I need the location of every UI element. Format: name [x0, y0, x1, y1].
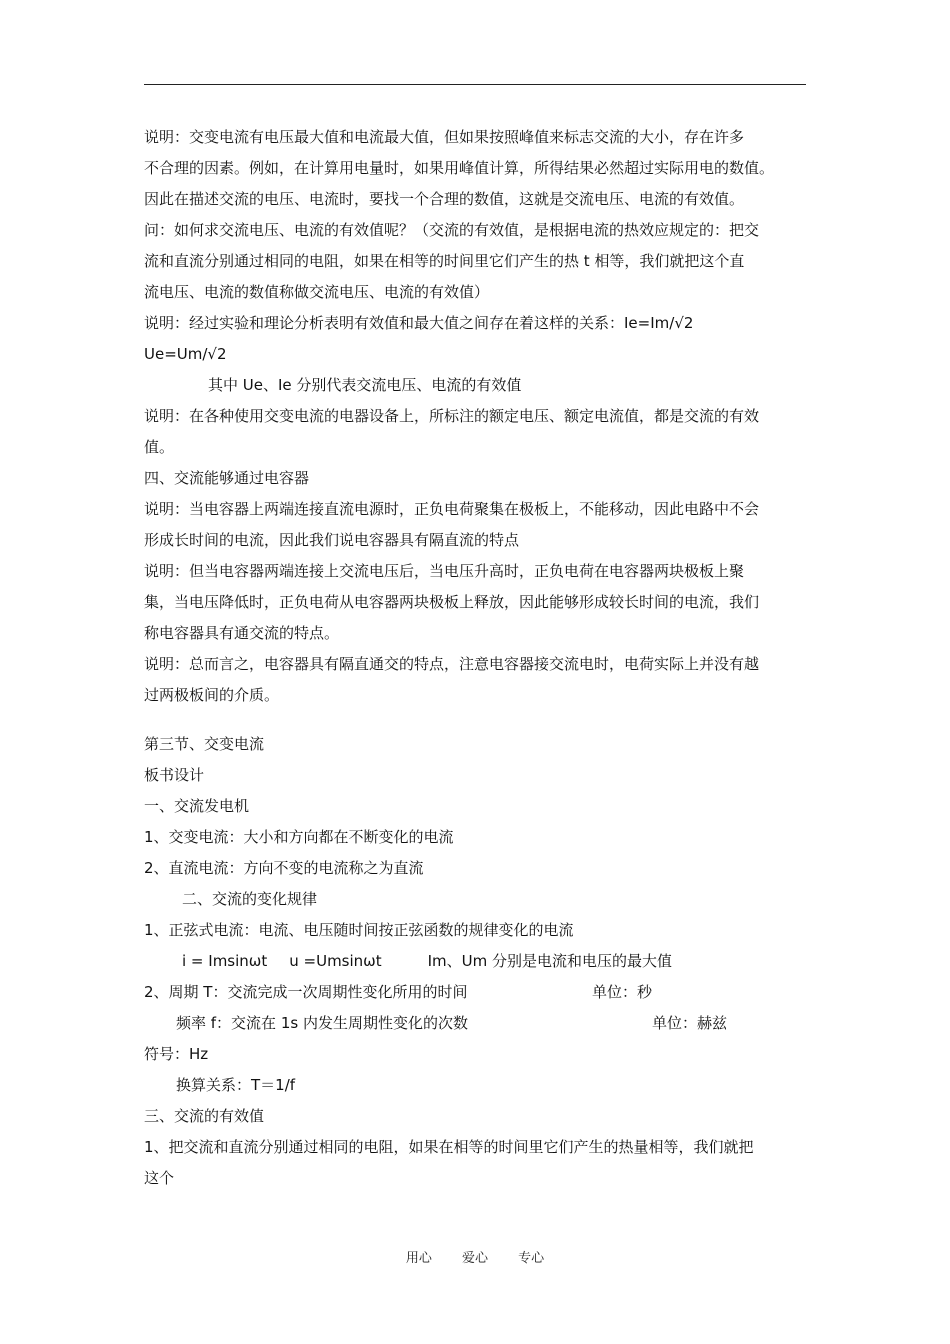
- paragraph-line: 流和直流分别通过相同的电阻，如果在相等的时间里它们产生的热 t 相等，我们就把这个直: [144, 252, 745, 270]
- paragraph-line: 符号：Hz: [144, 1045, 209, 1063]
- section-heading: 一、交流发电机: [144, 797, 250, 815]
- section-heading: 四、交流能够通过电容器: [144, 469, 310, 487]
- header-rule: [144, 84, 806, 85]
- formula-line: Ue=Um/√2: [144, 345, 227, 363]
- paragraph-line: 其中 Ue、Ie 分别代表交流电压、电流的有效值: [208, 376, 522, 394]
- paragraph-line: 说明：经过实验和理论分析表明有效值和最大值之间存在着这样的关系：Ie=Im/√2: [144, 314, 694, 332]
- list-item: [144, 1008, 808, 1039]
- paragraph-line: 过两极板间的介质。: [144, 686, 280, 704]
- list-item: 1、正弦式电流：电流、电压随时间按正弦函数的规律变化的电流: [144, 921, 574, 939]
- page-footer: [0, 1247, 950, 1266]
- paragraph-line: 值。: [144, 438, 175, 456]
- section-heading: 二、交流的变化规律: [182, 890, 318, 908]
- paragraph-line: 不合理的因素。例如，在计算用电量时，如果用峰值计算，所得结果必然超过实际用电的数值。: [144, 159, 775, 177]
- voltage-formula: u =Umsinωt: [289, 952, 382, 970]
- paragraph-line: 流电压、电流的数值称做交流电压、电流的有效值）: [144, 283, 490, 301]
- period-definition: 2、周期 T：交流完成一次周期性变化所用的时间: [144, 983, 468, 1001]
- footer-text: 爱心: [461, 1251, 488, 1266]
- frequency-definition: 频率 f：交流在 1s 内发生周期性变化的次数: [176, 1014, 468, 1032]
- section-heading: 板书设计: [144, 766, 205, 784]
- section-title: 第三节、交变电流: [144, 735, 265, 753]
- period-unit: 单位：秒: [592, 983, 653, 1001]
- section-heading: 三、交流的有效值: [144, 1107, 265, 1125]
- formula-note: Im、Um 分别是电流和电压的最大值: [427, 952, 673, 970]
- paragraph-line: 形成长时间的电流，因此我们说电容器具有隔直流的特点: [144, 531, 520, 549]
- footer-text: 用心: [405, 1251, 432, 1266]
- frequency-unit: 单位：赫兹: [652, 1014, 728, 1032]
- paragraph-line: 说明：在各种使用交变电流的电器设备上，所标注的额定电压、额定电流值，都是交流的有效: [144, 407, 760, 425]
- paragraph-line: 这个: [144, 1169, 175, 1187]
- formula-line: [144, 946, 808, 977]
- list-item: [144, 977, 808, 1008]
- paragraph-line: 集，当电压降低时，正负电荷从电容器两块极板上释放，因此能够形成较长时间的电流，我们: [144, 593, 760, 611]
- list-item: 1、交变电流：大小和方向都在不断变化的电流: [144, 828, 454, 846]
- document-body: [144, 122, 808, 1194]
- list-item: 2、直流电流：方向不变的电流称之为直流: [144, 859, 424, 877]
- paragraph-line: 说明：当电容器上两端连接直流电源时，正负电荷聚集在极板上，不能移动，因此电路中不会: [144, 500, 760, 518]
- paragraph-line: 说明：交变电流有电压最大值和电流最大值，但如果按照峰值来标志交流的大小，存在许多: [144, 128, 745, 146]
- paragraph-line: 说明：总而言之，电容器具有隔直通交的特点，注意电容器接交流电时，电荷实际上并没有越: [144, 655, 760, 673]
- paragraph-line: 称电容器具有通交流的特点。: [144, 624, 340, 642]
- paragraph-gap: [144, 711, 808, 729]
- list-item: 1、把交流和直流分别通过相同的电阻，如果在相等的时间里它们产生的热量相等，我们就把: [144, 1138, 754, 1156]
- current-formula: i = Imsinωt: [182, 952, 268, 970]
- paragraph-line: 说明：但当电容器两端连接上交流电压后，当电压升高时，正负电荷在电容器两块极板上聚: [144, 562, 745, 580]
- paragraph-line: 问：如何求交流电压、电流的有效值呢？（交流的有效值，是根据电流的热效应规定的：把交: [144, 221, 760, 239]
- paragraph-line: 换算关系：T＝1/f: [176, 1076, 296, 1094]
- footer-text: 专心: [518, 1251, 545, 1266]
- paragraph-line: 因此在描述交流的电压、电流时，要找一个合理的数值，这就是交流电压、电流的有效值。: [144, 190, 745, 208]
